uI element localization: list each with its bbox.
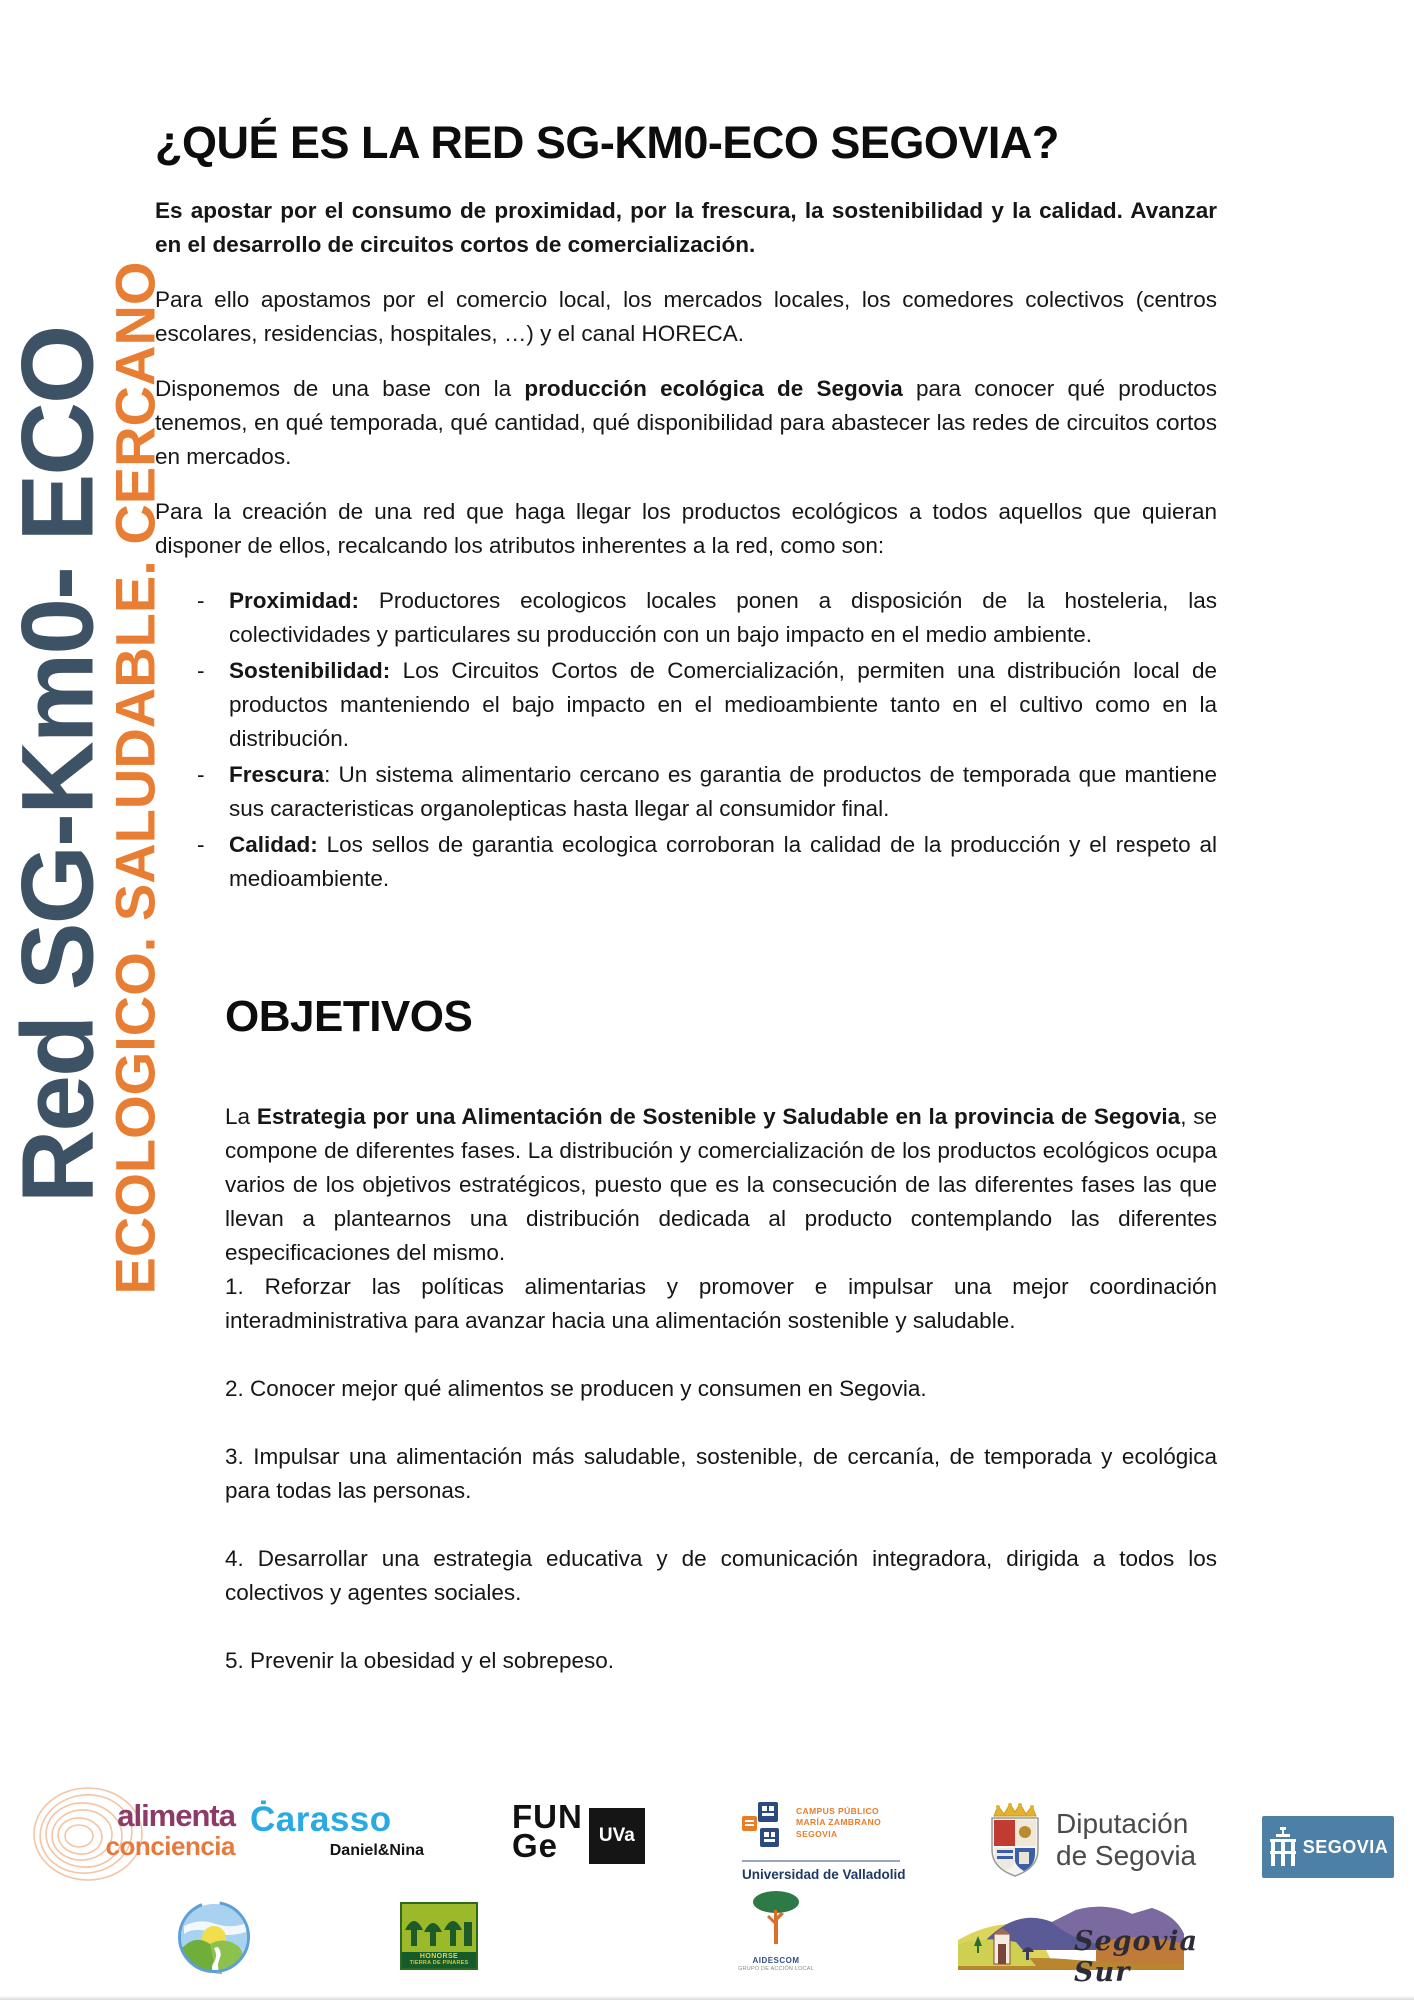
universidad-valladolid-label: Universidad de Valladolid xyxy=(742,1867,906,1882)
landscape-icon xyxy=(176,1896,252,1976)
list-item-sostenibilidad xyxy=(197,654,1217,756)
goal-item-5: 5. Prevenir la obesidad y el sobrepeso. xyxy=(225,1647,614,1673)
aidescom-sublabel: GRUPO DE ACCIÓN LOCAL xyxy=(738,1966,814,1972)
dash-marker: - xyxy=(197,761,205,787)
conciencia-wordmark: conciencia xyxy=(105,1831,235,1861)
objetivos-section xyxy=(225,992,1217,1678)
honorse-label: HONORSE xyxy=(419,1953,459,1960)
honorse-tierra-pinares-logo xyxy=(400,1902,478,1970)
goal-item-2: 2. Conocer mejor qué alimentos se producen y consumen en Segovia. xyxy=(225,1375,927,1401)
segovia-city-label: SEGOVIA xyxy=(1302,1836,1389,1857)
carasso-subtext: Daniel&Nina xyxy=(329,1842,424,1859)
list-item-text: Proximidad: Productores ecologicos locales ponen a disposición de la hosteleria, las colectividades y particulares su producción con un bajo impacto en el medio ambiente. xyxy=(229,587,1217,647)
aqueduct-icon xyxy=(1268,1827,1298,1867)
funge-uva-logo xyxy=(512,1800,645,1864)
campus-line-1: CAMPUS PÚBLICO xyxy=(796,1806,880,1816)
aidescom-logo xyxy=(738,1890,814,1973)
page-bottom-edge xyxy=(0,1996,1414,2000)
alimenta-wordmark: alimenta xyxy=(117,1798,235,1833)
segovia-sur-logo xyxy=(956,1900,1199,1988)
objetivos-paragraph: La Estrategia por una Alimentación de Sostenible y Saludable en la provincia de Segovia, se compone de diferentes fases. La distribución y comercialización de los productos ecológicos ocupa varios de los objetivos estratégicos, puesto que es la consecución de las diferentes fases las que llevan a plantearnos una distribución dedicada al producto contemplando las diferentes especificaciones del mismo. xyxy=(225,1103,1218,1265)
vertical-tagline-text: ECOLOGICO. SALUDABLE. CERCANO xyxy=(103,261,167,1295)
campus-squares-icon xyxy=(742,1802,788,1852)
main-content xyxy=(155,118,1217,1678)
campus-divider xyxy=(742,1860,900,1862)
carasso-wordmark: Ċarasso xyxy=(250,1800,392,1839)
list-item-frescura xyxy=(197,758,1217,826)
intro-paragraph-3: Disponemos de una base con la producción ecológica de Segovia para conocer qué productos tenemos, en qué temporada, qué cantidad, qué disponibilidad para abastecer las redes de circuitos cortos en mercados. xyxy=(155,375,1218,469)
goal-item-3: 3. Impulsar una alimentación más saludable, sostenible, de cercanía, de temporada y ecológica para todas las personas. xyxy=(225,1443,1217,1503)
alimenta-conciencia-logo xyxy=(30,1778,235,1890)
diputacion-crest-icon xyxy=(986,1802,1044,1878)
list-item-text: Frescura: Un sistema alimentario cercano es garantia de productos de temporada que mantiene sus caracteristicas organolepticas hasta llegar al consumidor final. xyxy=(229,761,1217,821)
honorse-sublabel: TIERRA DE PINARES xyxy=(409,1960,469,1966)
list-item-calidad xyxy=(197,828,1217,896)
pine-trees-icon xyxy=(402,1904,476,1952)
segovia-sur-label: Segovia Sur xyxy=(1074,1926,1199,1988)
funge-line-2: Ge xyxy=(512,1827,559,1865)
dash-marker: - xyxy=(197,831,205,857)
diputacion-line-2: de Segovia xyxy=(1056,1840,1197,1871)
vertical-brand-text: Red SG-Km0- ECO xyxy=(0,326,115,1204)
attributes-list xyxy=(155,584,1217,896)
campus-line-2: MARÍA ZAMBRANO xyxy=(796,1817,882,1828)
stone-pine-tree-icon xyxy=(751,1890,801,1948)
partner-logos-footer xyxy=(0,1760,1414,1996)
intro-paragraph-4: Para la creación de una red que haga llegar los productos ecológicos a todos aquellos que quieran disponer de ellos, recalcando los atributos inherentes a la red, como son: xyxy=(155,498,1217,558)
segovia-city-logo xyxy=(1262,1816,1394,1878)
list-item-proximidad xyxy=(197,584,1217,652)
uva-badge xyxy=(589,1808,645,1864)
campus-maria-zambrano-logo xyxy=(742,1802,917,1882)
list-item-text: Calidad: Los sellos de garantia ecologica corroboran la calidad de la producción y el respeto al medioambiente. xyxy=(229,831,1217,891)
goal-item-1: 1. Reforzar las políticas alimentarias y promover e impulsar una mejor coordinación interadministrativa para avanzar hacia una alimentación sostenible y saludable. xyxy=(225,1273,1217,1333)
campus-line-3: SEGOVIA xyxy=(796,1828,838,1839)
page-title: ¿QUÉ ES LA RED SG-KM0-ECO SEGOVIA? xyxy=(155,117,1059,168)
funge-line-1: FUN xyxy=(512,1798,583,1835)
dash-marker: - xyxy=(197,587,205,613)
dash-marker: - xyxy=(197,657,205,683)
intro-paragraph-1: Es apostar por el consumo de proximidad, por la frescura, la sostenibilidad y la calidad. Avanzar en el desarrollo de circuitos cortos de comercialización. xyxy=(155,197,1217,257)
uva-badge-label: UVa xyxy=(598,1825,635,1846)
aidescom-label: AIDESCOM xyxy=(752,1956,800,1965)
diputacion-segovia-logo xyxy=(986,1802,1196,1878)
diputacion-line-1: Diputación xyxy=(1056,1807,1189,1839)
landscape-circle-logo xyxy=(176,1896,252,1981)
list-item-text: Sostenibilidad: Los Circuitos Cortos de Comercialización, permiten una distribución local de productos manteniendo el bajo impacto en el medioambiente tanto en el cultivo como en la distribución. xyxy=(229,657,1217,751)
goal-item-4: 4. Desarrollar una estrategia educativa y de comunicación integradora, dirigida a todos los colectivos y agentes sociales. xyxy=(225,1545,1217,1605)
carasso-foundation-logo xyxy=(250,1800,430,1880)
intro-paragraph-2: Para ello apostamos por el comercio local, los mercados locales, los comedores colectivos (centros escolares, residencias, hospitales, …) y el canal HORECA. xyxy=(155,286,1217,346)
objetivos-heading: OBJETIVOS xyxy=(225,991,473,1041)
